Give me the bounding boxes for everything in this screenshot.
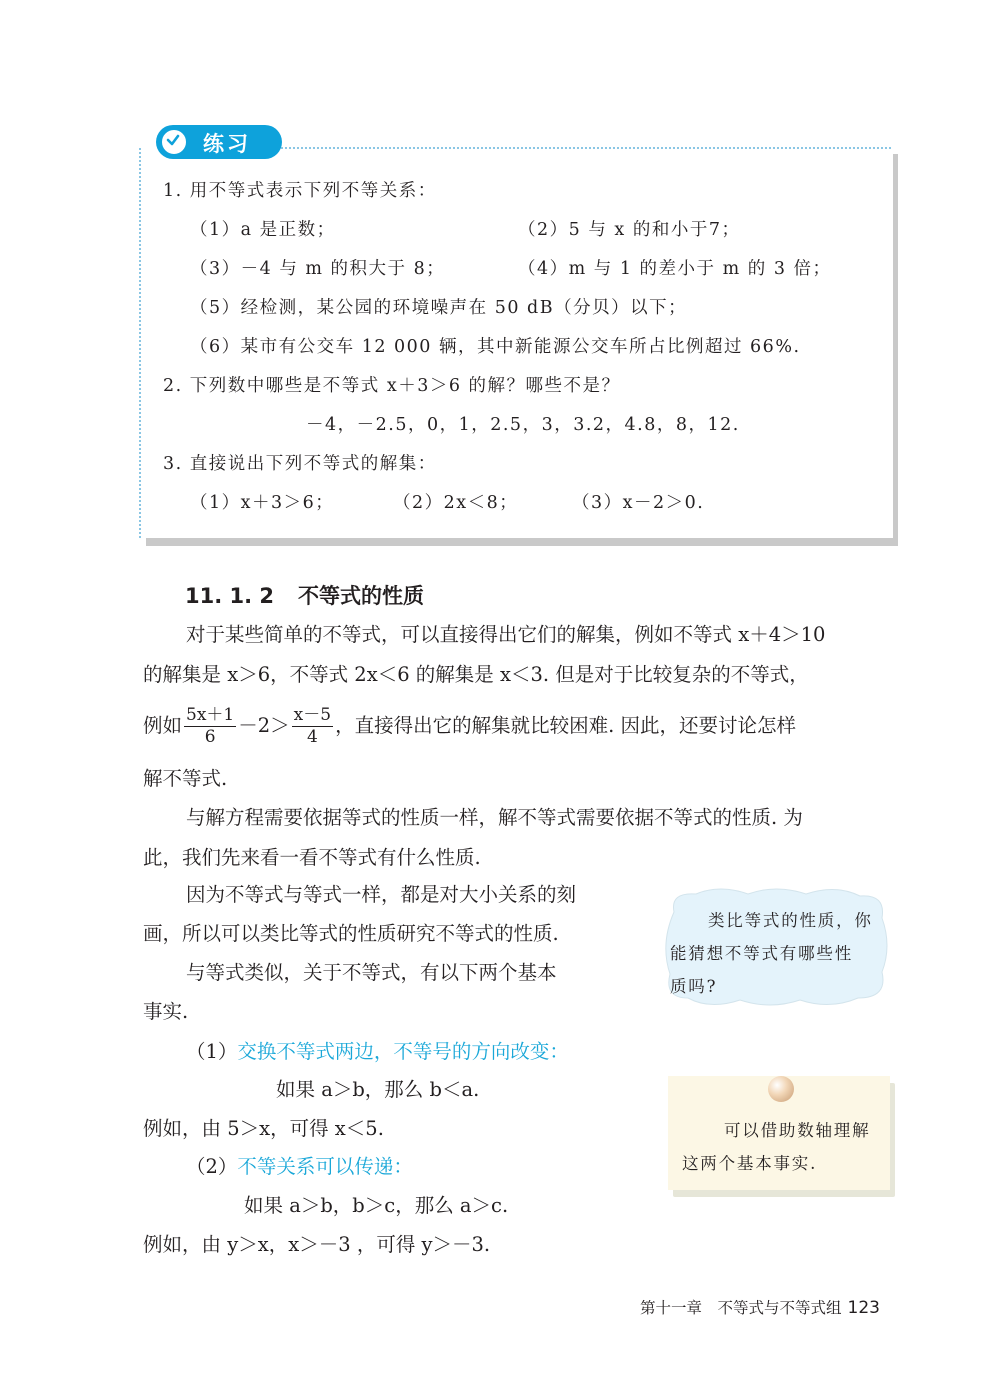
fact-2-formula: 如果 a＞b，b＞c，那么 a＞c. (244, 1194, 509, 1217)
page-footer (640, 1296, 880, 1318)
practice-q1: 1. 用不等式表示下列不等关系： (163, 181, 437, 201)
fraction-2-denominator: 4 (306, 726, 318, 747)
practice-q3-2: （2）2x＜8； (393, 493, 519, 513)
text-segment: ，直接得出它的解集就比较困难. 因此，还要讨论怎样 (335, 714, 796, 737)
section-heading (185, 580, 424, 610)
fact-1-example: 例如，由 5＞x，可得 x＜5. (143, 1117, 384, 1140)
sticky-note-line: 这两个基本事实. (682, 1154, 818, 1173)
fact-2-number: （2） (186, 1155, 238, 1178)
paragraph-line: 解不等式. (143, 767, 228, 790)
section-title: 不等式的性质 (298, 584, 425, 608)
check-icon (166, 133, 180, 147)
fact-2-example: 例如，由 y＞x，x＞－3 ，可得 y＞－3. (143, 1233, 491, 1256)
fact-1-number: （1） (186, 1040, 238, 1063)
paragraph-line: 事实. (143, 1000, 189, 1023)
cloud-note-line: 能猜想不等式有哪些性 (670, 944, 853, 963)
fraction-1 (184, 705, 236, 748)
practice-q1-1: （1）a 是正数； (190, 220, 336, 240)
practice-q3-1: （1）x＋3＞6； (190, 493, 335, 513)
fraction-1-numerator: 5x＋1 (186, 704, 235, 725)
fact-2-text: 不等关系可以传递： (237, 1155, 413, 1178)
text-segment: －2＞ (238, 714, 290, 737)
sticky-note-line: 可以借助数轴理解 (724, 1121, 871, 1140)
paragraph-line: 画，所以可以类比等式的性质研究不等式的性质. (143, 922, 559, 945)
practice-q1-2: （2）5 与 x 的和小于7； (518, 220, 741, 240)
practice-title: 练习 (203, 132, 251, 156)
section-number: 11. 1. 2 (185, 584, 275, 608)
fact-1 (186, 1039, 569, 1065)
fact-2 (186, 1154, 413, 1180)
fact-1-text: 交换不等式两边，不等号的方向改变： (237, 1040, 569, 1063)
practice-q1-6: （6）某市有公交车 12 000 辆，其中新能源公交车所占比例超过 66%. (190, 337, 801, 357)
practice-q1-5: （5）经检测，某公园的环境噪声在 50 dB（分贝）以下； (190, 298, 688, 318)
practice-q3: 3. 直接说出下列不等式的解集： (163, 454, 437, 474)
cloud-note-line: 类比等式的性质，你 (708, 911, 873, 930)
practice-q1-4: （4）m 与 1 的差小于 m 的 3 倍； (518, 259, 832, 279)
paragraph-line-with-fractions (143, 704, 796, 748)
practice-q3-3: （3）x－2＞0. (572, 493, 705, 513)
fraction-2 (292, 705, 333, 748)
fraction-2-numerator: x－5 (293, 704, 332, 725)
page-number: 123 (847, 1298, 880, 1318)
pin-icon (768, 1076, 794, 1102)
paragraph-line: 对于某些简单的不等式，可以直接得出它们的解集，例如不等式 x＋4＞10 (186, 623, 826, 646)
fact-1-formula: 如果 a＞b，那么 b＜a. (276, 1078, 480, 1101)
cloud-note-line: 质吗? (670, 977, 718, 996)
footer-chapter: 第十一章 不等式与不等式组 (640, 1299, 842, 1317)
paragraph-line: 因为不等式与等式一样，都是对大小关系的刻 (186, 883, 577, 906)
paragraph-line: 与等式类似，关于不等式，有以下两个基本 (186, 961, 557, 984)
paragraph-line: 此，我们先来看一看不等式有什么性质. (143, 846, 481, 869)
practice-q1-3: （3）－4 与 m 的积大于 8； (190, 259, 446, 279)
paragraph-line: 的解集是 x＞6，不等式 2x＜6 的解集是 x＜3. 但是对于比较复杂的不等式， (143, 663, 809, 686)
fraction-1-denominator: 6 (204, 726, 216, 747)
practice-q2-numbers: －4，－2.5，0，1，2.5，3，3.2，4.8，8，12. (306, 415, 740, 435)
practice-q2: 2. 下列数中哪些是不等式 x＋3＞6 的解？哪些不是？ (163, 376, 621, 396)
text-segment: 例如 (143, 714, 183, 737)
paragraph-line: 与解方程需要依据等式的性质一样，解不等式需要依据不等式的性质. 为 (186, 806, 803, 829)
